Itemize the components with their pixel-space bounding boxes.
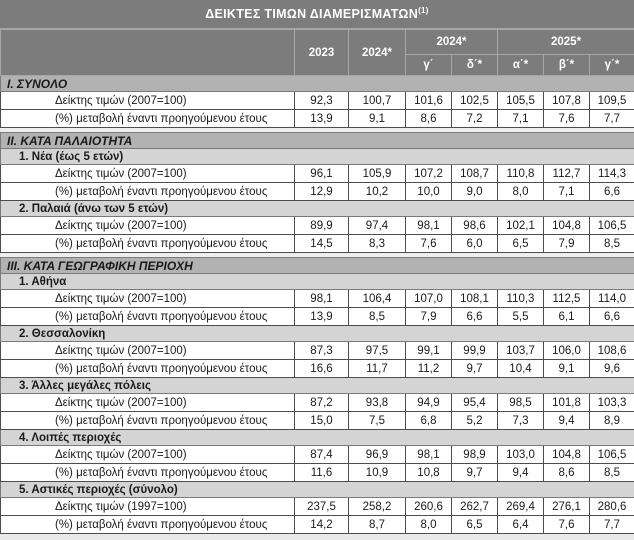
subsection-heading-row xyxy=(1,326,634,342)
value-cell: 7,6 xyxy=(406,235,452,253)
row-label: Δείκτης τιμών (2007=100) xyxy=(1,342,295,360)
value-cell: 96,9 xyxy=(349,446,406,464)
subsection-heading-row xyxy=(1,149,634,165)
value-cell: 8,0 xyxy=(498,183,544,201)
section-heading: II. ΚΑΤΑ ΠΑΛΑΙΟΤΗΤΑ xyxy=(1,133,634,149)
value-cell: 7,6 xyxy=(544,110,590,128)
value-cell: 104,8 xyxy=(544,217,590,235)
section-heading: I. ΣΥΝΟΛΟ xyxy=(1,76,634,92)
value-cell: 7,9 xyxy=(544,235,590,253)
table-row xyxy=(1,464,634,482)
value-cell: 104,8 xyxy=(544,446,590,464)
value-cell: 276,1 xyxy=(544,498,590,516)
row-label: (%) μεταβολή έναντι προηγούμενου έτους xyxy=(1,516,295,534)
value-cell: 98,9 xyxy=(452,446,498,464)
value-cell: 7,2 xyxy=(452,110,498,128)
subsection-heading-row xyxy=(1,274,634,290)
value-cell: 12,9 xyxy=(295,183,349,201)
row-label: (%) μεταβολή έναντι προηγούμενου έτους xyxy=(1,235,295,253)
value-cell: 8,5 xyxy=(590,464,634,482)
value-cell: 9,7 xyxy=(452,464,498,482)
table-row xyxy=(1,165,634,183)
value-cell: 237,5 xyxy=(295,498,349,516)
value-cell: 7,9 xyxy=(406,308,452,326)
row-label: (%) μεταβολή έναντι προηγούμενου έτους xyxy=(1,183,295,201)
value-cell: 9,6 xyxy=(590,360,634,378)
value-cell: 98,1 xyxy=(295,290,349,308)
column-header-2024-q3: γ΄ xyxy=(406,55,452,76)
table-row xyxy=(1,360,634,378)
value-cell: 8,5 xyxy=(349,308,406,326)
value-cell: 108,6 xyxy=(590,342,634,360)
table-row xyxy=(1,394,634,412)
value-cell: 96,1 xyxy=(295,165,349,183)
value-cell: 11,6 xyxy=(295,464,349,482)
value-cell: 110,3 xyxy=(498,290,544,308)
value-cell: 11,7 xyxy=(349,360,406,378)
value-cell: 10,0 xyxy=(406,183,452,201)
value-cell: 6,6 xyxy=(590,183,634,201)
subsection-heading: 2. Θεσσαλονίκη xyxy=(1,326,634,342)
value-cell: 100,7 xyxy=(349,92,406,110)
table-row xyxy=(1,412,634,430)
column-header-2024: 2024* xyxy=(349,30,406,76)
value-cell: 99,9 xyxy=(452,342,498,360)
value-cell: 13,9 xyxy=(295,308,349,326)
value-cell: 14,5 xyxy=(295,235,349,253)
table-row xyxy=(1,308,634,326)
value-cell: 5,2 xyxy=(452,412,498,430)
value-cell: 9,4 xyxy=(498,464,544,482)
value-cell: 11,2 xyxy=(406,360,452,378)
value-cell: 105,5 xyxy=(498,92,544,110)
value-cell: 93,8 xyxy=(349,394,406,412)
value-cell: 98,1 xyxy=(406,446,452,464)
subsection-heading-row xyxy=(1,201,634,217)
table-row xyxy=(1,110,634,128)
value-cell: 8,6 xyxy=(406,110,452,128)
value-cell: 7,3 xyxy=(498,412,544,430)
value-cell: 6,0 xyxy=(452,235,498,253)
subsection-heading-row xyxy=(1,482,634,498)
subsection-heading-row xyxy=(1,430,634,446)
value-cell: 9,4 xyxy=(544,412,590,430)
column-group-2024-quarters: 2024* xyxy=(406,30,498,55)
value-cell: 5,5 xyxy=(498,308,544,326)
value-cell: 108,7 xyxy=(452,165,498,183)
value-cell: 107,2 xyxy=(406,165,452,183)
table-header xyxy=(1,30,634,76)
value-cell: 92,3 xyxy=(295,92,349,110)
value-cell: 103,0 xyxy=(498,446,544,464)
value-cell: 106,5 xyxy=(590,446,634,464)
value-cell: 98,1 xyxy=(406,217,452,235)
value-cell: 94,9 xyxy=(406,394,452,412)
column-header-2025-q1: α΄* xyxy=(498,55,544,76)
value-cell: 106,4 xyxy=(349,290,406,308)
value-cell: 87,2 xyxy=(295,394,349,412)
value-cell: 15,0 xyxy=(295,412,349,430)
value-cell: 87,3 xyxy=(295,342,349,360)
value-cell: 114,3 xyxy=(590,165,634,183)
section-heading-row xyxy=(1,258,634,274)
row-label: (%) μεταβολή έναντι προηγούμενου έτους xyxy=(1,412,295,430)
value-cell: 110,8 xyxy=(498,165,544,183)
value-cell: 114,0 xyxy=(590,290,634,308)
value-cell: 102,5 xyxy=(452,92,498,110)
value-cell: 89,9 xyxy=(295,217,349,235)
value-cell: 8,3 xyxy=(349,235,406,253)
label-column-header xyxy=(1,30,295,76)
title-footnote-marker: (1) xyxy=(418,5,429,15)
section-heading: III. ΚΑΤΑ ΓΕΩΓΡΑΦΙΚΗ ΠΕΡΙΟΧΗ xyxy=(1,258,634,274)
value-cell: 10,4 xyxy=(498,360,544,378)
value-cell: 106,0 xyxy=(544,342,590,360)
table-row xyxy=(1,235,634,253)
table-row xyxy=(1,92,634,110)
value-cell: 258,2 xyxy=(349,498,406,516)
subsection-heading: 2. Παλαιά (άνω των 5 ετών) xyxy=(1,201,634,217)
value-cell: 99,1 xyxy=(406,342,452,360)
value-cell: 97,5 xyxy=(349,342,406,360)
subsection-heading: 4. Λοιπές περιοχές xyxy=(1,430,634,446)
row-label: Δείκτης τιμών (1997=100) xyxy=(1,498,295,516)
row-label: Δείκτης τιμών (2007=100) xyxy=(1,92,295,110)
row-label: Δείκτης τιμών (2007=100) xyxy=(1,446,295,464)
row-label: Δείκτης τιμών (2007=100) xyxy=(1,165,295,183)
value-cell: 97,4 xyxy=(349,217,406,235)
value-cell: 14,2 xyxy=(295,516,349,534)
column-header-2025-q3: γ΄* xyxy=(590,55,634,76)
section-heading-row xyxy=(1,133,634,149)
value-cell: 8,0 xyxy=(406,516,452,534)
value-cell: 6,1 xyxy=(544,308,590,326)
value-cell: 13,9 xyxy=(295,110,349,128)
row-label: (%) μεταβολή έναντι προηγούμενου έτους xyxy=(1,110,295,128)
value-cell: 103,3 xyxy=(590,394,634,412)
row-label: (%) μεταβολή έναντι προηγούμενου έτους xyxy=(1,360,295,378)
value-cell: 107,0 xyxy=(406,290,452,308)
column-header-2023: 2023 xyxy=(295,30,349,76)
value-cell: 262,7 xyxy=(452,498,498,516)
value-cell: 103,7 xyxy=(498,342,544,360)
value-cell: 10,2 xyxy=(349,183,406,201)
value-cell: 9,1 xyxy=(349,110,406,128)
value-cell: 9,0 xyxy=(452,183,498,201)
value-cell: 6,5 xyxy=(452,516,498,534)
value-cell: 6,5 xyxy=(498,235,544,253)
table-row xyxy=(1,217,634,235)
subsection-heading-row xyxy=(1,378,634,394)
value-cell: 7,1 xyxy=(544,183,590,201)
row-label: Δείκτης τιμών (2007=100) xyxy=(1,394,295,412)
value-cell: 112,5 xyxy=(544,290,590,308)
value-cell: 107,8 xyxy=(544,92,590,110)
value-cell: 7,5 xyxy=(349,412,406,430)
value-cell: 16,6 xyxy=(295,360,349,378)
table-row xyxy=(1,290,634,308)
value-cell: 7,7 xyxy=(590,516,634,534)
value-cell: 9,1 xyxy=(544,360,590,378)
value-cell: 10,8 xyxy=(406,464,452,482)
value-cell: 8,6 xyxy=(544,464,590,482)
value-cell: 6,6 xyxy=(452,308,498,326)
row-label: (%) μεταβολή έναντι προηγούμενου έτους xyxy=(1,308,295,326)
value-cell: 269,4 xyxy=(498,498,544,516)
value-cell: 95,4 xyxy=(452,394,498,412)
price-index-table xyxy=(0,29,634,534)
row-label: Δείκτης τιμών (2007=100) xyxy=(1,290,295,308)
table-title-text: ΔΕΙΚΤΕΣ ΤΙΜΩΝ ΔΙΑΜΕΡΙΣΜΑΤΩΝ xyxy=(205,7,419,21)
value-cell: 101,6 xyxy=(406,92,452,110)
value-cell: 10,9 xyxy=(349,464,406,482)
row-label: Δείκτης τιμών (2007=100) xyxy=(1,217,295,235)
value-cell: 6,6 xyxy=(590,308,634,326)
value-cell: 87,4 xyxy=(295,446,349,464)
value-cell: 9,7 xyxy=(452,360,498,378)
value-cell: 6,8 xyxy=(406,412,452,430)
value-cell: 280,6 xyxy=(590,498,634,516)
table-row xyxy=(1,183,634,201)
value-cell: 101,8 xyxy=(544,394,590,412)
table-row xyxy=(1,498,634,516)
value-cell: 8,5 xyxy=(590,235,634,253)
row-label: (%) μεταβολή έναντι προηγούμενου έτους xyxy=(1,464,295,482)
subsection-heading: 5. Αστικές περιοχές (σύνολο) xyxy=(1,482,634,498)
value-cell: 6,4 xyxy=(498,516,544,534)
value-cell: 105,9 xyxy=(349,165,406,183)
value-cell: 112,7 xyxy=(544,165,590,183)
column-header-2024-q4: δ΄* xyxy=(452,55,498,76)
section-heading-row xyxy=(1,76,634,92)
value-cell: 260,6 xyxy=(406,498,452,516)
value-cell: 108,1 xyxy=(452,290,498,308)
table-row xyxy=(1,342,634,360)
subsection-heading: 3. Άλλες μεγάλες πόλεις xyxy=(1,378,634,394)
table-title xyxy=(0,0,634,29)
value-cell: 7,7 xyxy=(590,110,634,128)
value-cell: 98,6 xyxy=(452,217,498,235)
subsection-heading: 1. Αθήνα xyxy=(1,274,634,290)
value-cell: 7,1 xyxy=(498,110,544,128)
table-row xyxy=(1,516,634,534)
table-body xyxy=(1,76,634,534)
subsection-heading: 1. Νέα (έως 5 ετών) xyxy=(1,149,634,165)
value-cell: 8,7 xyxy=(349,516,406,534)
value-cell: 98,5 xyxy=(498,394,544,412)
value-cell: 106,5 xyxy=(590,217,634,235)
value-cell: 109,5 xyxy=(590,92,634,110)
value-cell: 7,6 xyxy=(544,516,590,534)
table-row xyxy=(1,446,634,464)
column-group-2025-quarters: 2025* xyxy=(498,30,634,55)
value-cell: 102,1 xyxy=(498,217,544,235)
value-cell: 8,9 xyxy=(590,412,634,430)
column-header-2025-q2: β΄* xyxy=(544,55,590,76)
